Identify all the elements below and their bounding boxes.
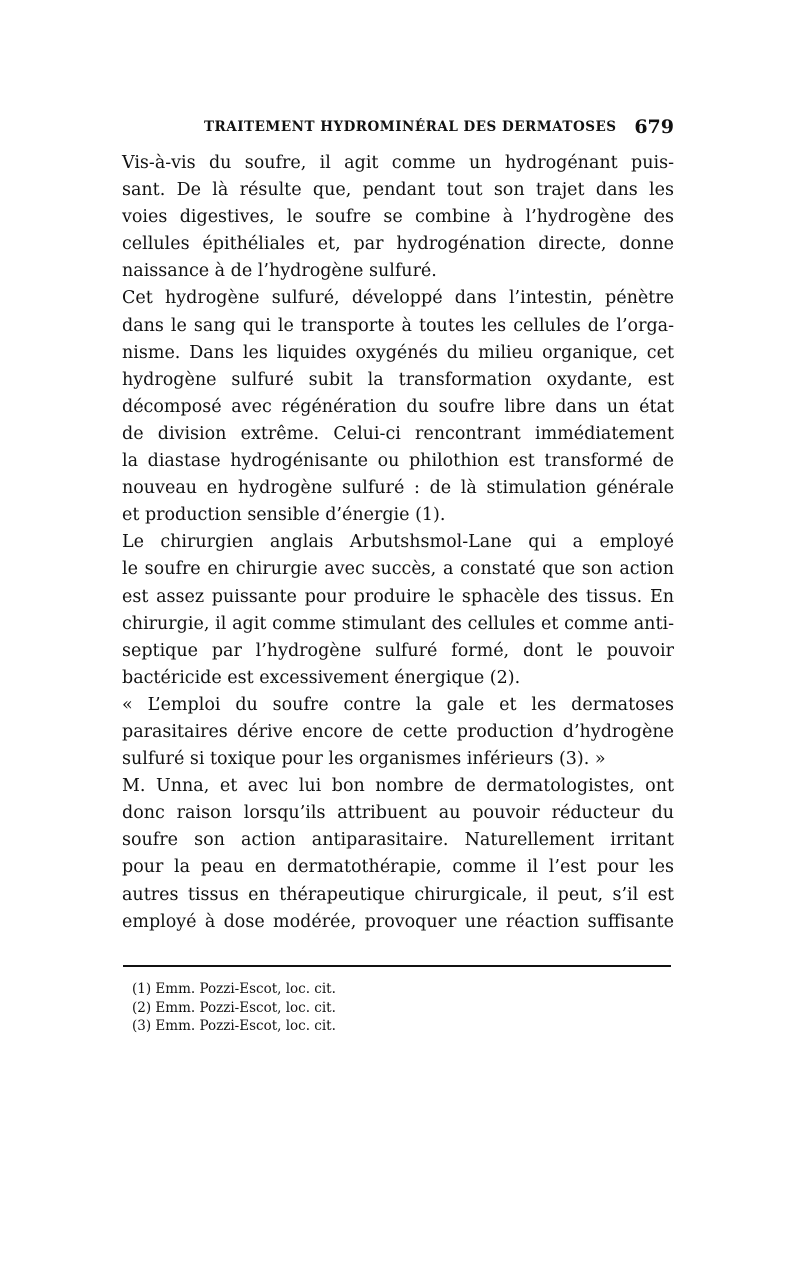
text-line: dans le sang qui le transporte à toutes les cellules de l’orga- [122,315,674,336]
footnote: (2) Emm. Pozzi-Escot, loc. cit. [132,999,336,1016]
text-line: hydrogène sulfuré subit la transformation oxydante, est [122,369,674,390]
running-head [122,116,674,144]
text-line: la diastase hydrogénisante ou philothion est transformé de [122,451,674,472]
text-line: le soufre en chirurgie avec succès, a constaté que son action [122,559,674,580]
text-line: autres tissus en thérapeutique chirurgicale, il peut, s’il est [122,884,674,905]
footnote-divider [123,965,671,967]
text-line: nouveau en hydrogène sulfuré : de là stimulation générale [122,478,674,499]
text-line: bactéricide est excessivement énergique (2). [122,667,521,688]
text-line: est assez puissante pour produire le sphacèle des tissus. En [122,586,674,607]
text-line: chirurgie, il agit comme stimulant des cellules et comme anti- [122,613,674,634]
footnotes [132,980,672,1036]
footnote: (1) Emm. Pozzi-Escot, loc. cit. [132,981,336,997]
text-line: cellules épithéliales et, par hydrogénation directe, donne [122,234,674,255]
page-number: 679 [634,116,674,138]
text-line: Le chirurgien anglais Arbutshsmol-Lane qui a employé [122,532,674,553]
text-line: naissance à de l’hydrogène sulfuré. [122,261,437,282]
footnote: (3) Emm. Pozzi-Escot, loc. cit. [132,1018,336,1034]
text-line: M. Unna, et avec lui bon nombre de dermatologistes, ont [122,776,674,797]
running-title: TRAITEMENT HYDROMINÉRAL DES DERMATOSES [204,119,617,135]
text-line: employé à dose modérée, provoquer une réaction suffisante [122,911,674,932]
text-line: sant. De là résulte que, pendant tout son trajet dans les [122,180,674,201]
text-line: de division extrême. Celui-ci rencontrant immédiatement [122,423,674,444]
text-line: pour la peau en dermatothérapie, comme il l’est pour les [122,857,674,878]
text-line: « L’emploi du soufre contre la gale et les dermatoses [122,694,674,715]
text-line: nisme. Dans les liquides oxygénés du milieu organique, cet [122,342,674,363]
text-line: Cet hydrogène sulfuré, développé dans l’intestin, pénètre [122,288,674,309]
text-line: soufre son action antiparasitaire. Naturellement irritant [122,830,674,851]
text-line: donc raison lorsqu’ils attribuent au pouvoir réducteur du [122,803,674,824]
text-line: décomposé avec régénération du soufre libre dans un état [122,396,674,417]
text-line: Vis-à-vis du soufre, il agit comme un hydrogénant puis- [122,153,674,173]
body-text [122,150,674,936]
text-line: et production sensible d’énergie (1). [122,505,446,526]
text-line: sulfuré si toxique pour les organismes inférieurs (3). » [122,749,606,770]
text-line: septique par l’hydrogène sulfuré formé, dont le pouvoir [122,640,674,661]
text-line: parasitaires dérive encore de cette production d’hydrogène [122,721,674,742]
text-line: voies digestives, le soufre se combine à l’hydrogène des [122,207,674,228]
